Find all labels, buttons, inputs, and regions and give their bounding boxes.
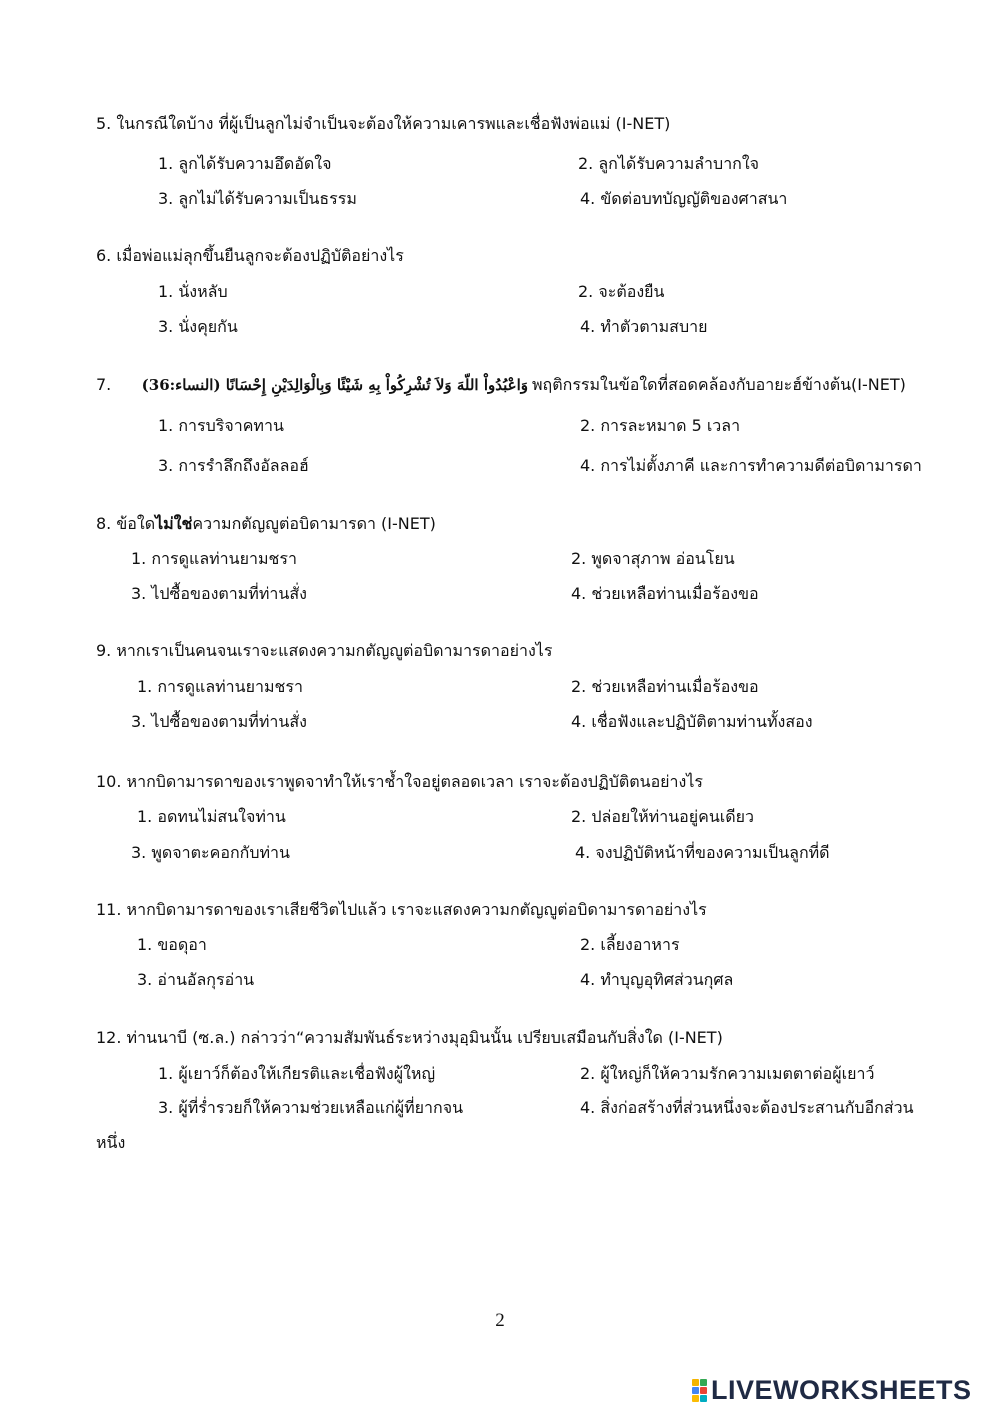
question-9-option-3: 3. ไปซื้อของตามที่ท่านสั่ง: [131, 712, 307, 731]
question-9-option-2: 2. ช่วยเหลือท่านเมื่อร้องขอ: [571, 677, 759, 696]
question-5-option-4: 4. ขัดต่อบทบัญญัติของศาสนา: [580, 189, 788, 208]
question-9-option-1: 1. การดูแลท่านยามชรา: [137, 677, 303, 696]
question-11-option-4: 4. ทำบุญอุทิศส่วนกุศล: [580, 970, 734, 989]
question-8-option-1: 1. การดูแลท่านยามชรา: [131, 549, 297, 568]
question-12-stem: 12. ท่านนาบี (ซ.ล.) กล่าวว่า“ความสัมพันธ์ระหว่างมุอฺมินนั้น เปรียบเสมือนกับสิ่งใด (I-NET): [96, 1028, 723, 1047]
question-7-option-1: 1. การบริจาคทาน: [158, 416, 284, 435]
question-12-option-2: 2. ผู้ใหญ่ก็ให้ความรักความเมตตาต่อผู้เยาว์: [580, 1064, 875, 1083]
question-10-stem: 10. หากบิดามารดาของเราพูดจาทำให้เราช้ำใจอยู่ตลอดเวลา เราจะต้องปฏิบัติตนอย่างไร: [96, 772, 703, 791]
question-10-option-1: 1. อดทนไม่สนใจท่าน: [137, 807, 286, 826]
liveworksheets-logo-icon: [692, 1379, 707, 1402]
question-8-option-4: 4. ช่วยเหลือท่านเมื่อร้องขอ: [571, 584, 759, 603]
question-5-option-1: 1. ลูกได้รับความอึดอัดใจ: [158, 154, 332, 173]
question-5-option-3: 3. ลูกไม่ได้รับความเป็นธรรม: [158, 189, 357, 208]
liveworksheets-logo-text: LIVEWORKSHEETS: [711, 1374, 972, 1405]
question-9-stem: 9. หากเราเป็นคนจนเราจะแสดงความกตัญญูต่อบิดามารดาอย่างไร: [96, 641, 553, 660]
question-6-stem: 6. เมื่อพ่อแม่ลุกขึ้นยืนลูกจะต้องปฏิบัติอย่างไร: [96, 246, 404, 265]
question-10-option-2: 2. ปล่อยให้ท่านอยู่คนเดียว: [571, 807, 754, 826]
question-10-option-4: 4. จงปฏิบัติหน้าที่ของความเป็นลูกที่ดี: [575, 843, 830, 862]
question-7-option-4: 4. การไม่ตั้งภาคี และการทำความดีต่อบิดามารดา: [580, 456, 922, 475]
question-6-option-4: 4. ทำตัวตามสบาย: [580, 317, 708, 336]
liveworksheets-logo: [692, 1376, 972, 1404]
question-12-option-4-continuation: หนึ่ง: [96, 1133, 126, 1152]
question-12-option-4: 4. สิ่งก่อสร้างที่ส่วนหนึ่งจะต้องประสานกับอีกส่วน: [580, 1098, 914, 1117]
question-8-stem-emphasis: ไม่ใช่: [155, 514, 193, 533]
question-7-arabic-verse: وَاعْبُدُواْ اللّهَ وَلاَ تُشْرِكُواْ بِهِ شَيْئًا وَبِالْوَالِدَيْنِ إِحْسَانًا (النساء:36): [141, 376, 528, 394]
question-7-option-3: 3. การรำลึกถึงอัลลอฮ์: [158, 456, 309, 475]
page-number: 2: [495, 1310, 505, 1331]
question-8-stem-prefix: 8. ข้อใด: [96, 514, 156, 533]
question-9-option-4: 4. เชื่อฟังและปฏิบัติตามท่านทั้งสอง: [571, 712, 813, 731]
question-10-option-3: 3. พูดจาตะคอกกับท่าน: [131, 843, 290, 862]
question-6-option-3: 3. นั่งคุยกัน: [158, 317, 238, 336]
question-12-option-1: 1. ผู้เยาว์ก็ต้องให้เกียรติและเชื่อฟังผู้ใหญ่: [158, 1064, 436, 1083]
question-12-option-3: 3. ผู้ที่ร่ำรวยก็ให้ความช่วยเหลือแก่ผู้ที่ยากจน: [158, 1098, 463, 1117]
question-6-option-2: 2. จะต้องยืน: [578, 282, 665, 301]
question-8-stem-suffix: ความกตัญญูต่อบิดามารดา (I-NET): [192, 514, 436, 533]
question-11-option-1: 1. ขอดุอา: [137, 935, 207, 954]
question-8-stem: [96, 514, 436, 534]
question-7-option-2: 2. การละหมาด 5 เวลา: [580, 416, 741, 435]
question-7-number: 7.: [96, 375, 112, 394]
question-8-option-2: 2. พูดจาสุภาพ อ่อนโยน: [571, 549, 735, 568]
question-5-option-2: 2. ลูกได้รับความลำบากใจ: [578, 154, 760, 173]
question-11-option-2: 2. เลี้ยงอาหาร: [580, 935, 680, 954]
question-7-stem: พฤติกรรมในข้อใดที่สอดคล้องกับอายะฮ์ข้างต้น(I-NET): [532, 375, 906, 394]
question-5-stem: 5. ในกรณีใดบ้าง ที่ผู้เป็นลูกไม่จำเป็นจะต้องให้ความเคารพและเชื่อฟังพ่อแม่ (I-NET): [96, 114, 671, 133]
question-6-option-1: 1. นั่งหลับ: [158, 282, 228, 301]
question-11-stem: 11. หากบิดามารดาของเราเสียชีวิตไปแล้ว เราจะแสดงความกตัญญูต่อบิดามารดาอย่างไร: [96, 900, 707, 919]
question-11-option-3: 3. อ่านอัลกุรอ่าน: [137, 970, 255, 989]
question-8-option-3: 3. ไปซื้อของตามที่ท่านสั่ง: [131, 584, 307, 603]
